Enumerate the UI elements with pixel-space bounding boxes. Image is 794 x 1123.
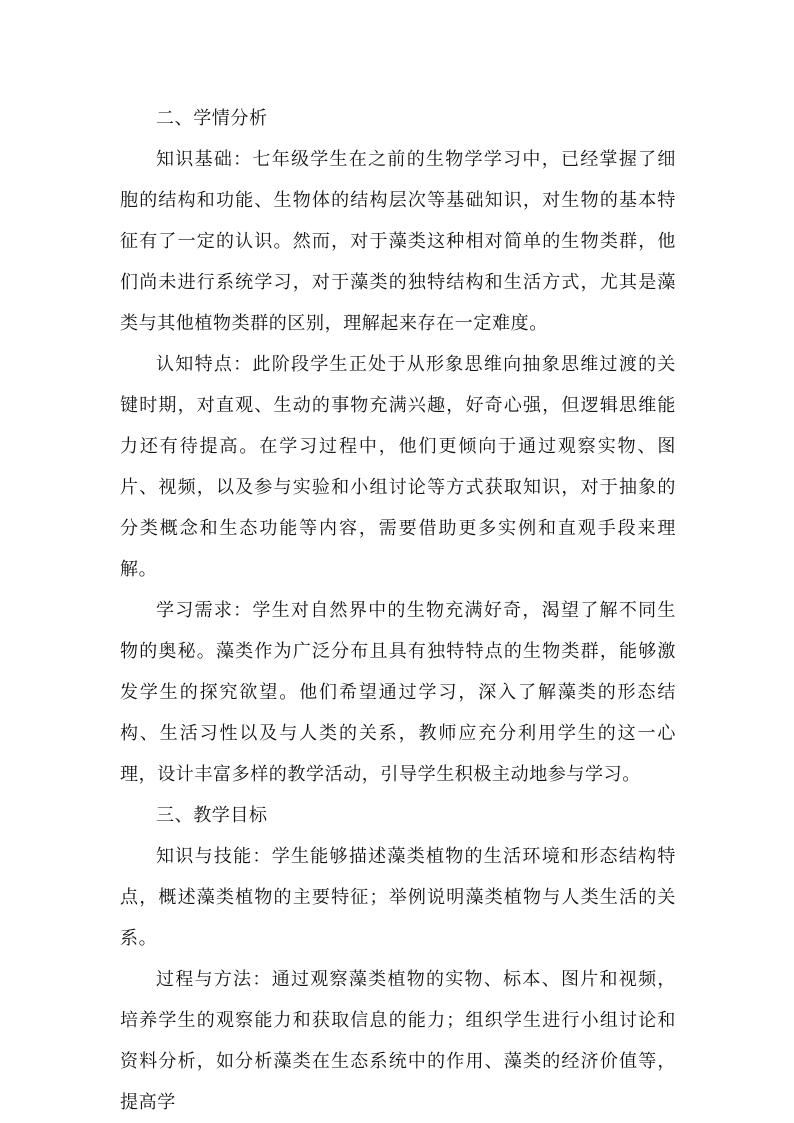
paragraph-knowledge-skills: 知识与技能：学生能够描述藻类植物的生活环境和形态结构特点，概述藻类植物的主要特征；举例说明藻类植物与人类生活的关系。 [120, 846, 676, 949]
paragraph-process-methods: 过程与方法：通过观察藻类植物的实物、标本、图片和视频，培养学生的观察能力和获取信息的能力；组织学生进行小组讨论和资料分析，如分析藻类在生态系统中的作用、藻类的经济价值等，提高学 [120, 969, 676, 1113]
paragraph-learning-needs: 学习需求：学生对自然界中的生物充满好奇，渴望了解不同生物的奥秘。藻类作为广泛分布且具有独特特点的生物类群，能够激发学生的探究欲望。他们希望通过学习，深入了解藻类的形态结构、生活习性以及与人类的关系，教师应充分利用学生的这一心理，设计丰富多样的教学活动，引导学生积极主动地参与学习。 [120, 600, 676, 785]
paragraph-cognitive-traits: 认知特点：此阶段学生正处于从形象思维向抽象思维过渡的关键时期，对直观、生动的事物充满兴趣，好奇心强，但逻辑思维能力还有待提高。在学习过程中，他们更倾向于通过观察实物、图片、视频，以及参与实验和小组讨论等方式获取知识，对于抽象的分类概念和生态功能等内容，需要借助更多实例和直观手段来理解。 [120, 354, 676, 580]
document-body [120, 98, 676, 1123]
section-heading-teaching-goals: 三、教学目标 [156, 805, 268, 826]
section-heading-learning-analysis: 二、学情分析 [156, 108, 268, 129]
paragraph-knowledge-basis: 知识基础：七年级学生在之前的生物学学习中，已经掌握了细胞的结构和功能、生物体的结构层次等基础知识，对生物的基本特征有了一定的认识。然而，对于藻类这种相对简单的生物类群，他们尚未进行系统学习，对于藻类的独特结构和生活方式，尤其是藻类与其他植物类群的区别，理解起来存在一定难度。 [120, 149, 676, 334]
